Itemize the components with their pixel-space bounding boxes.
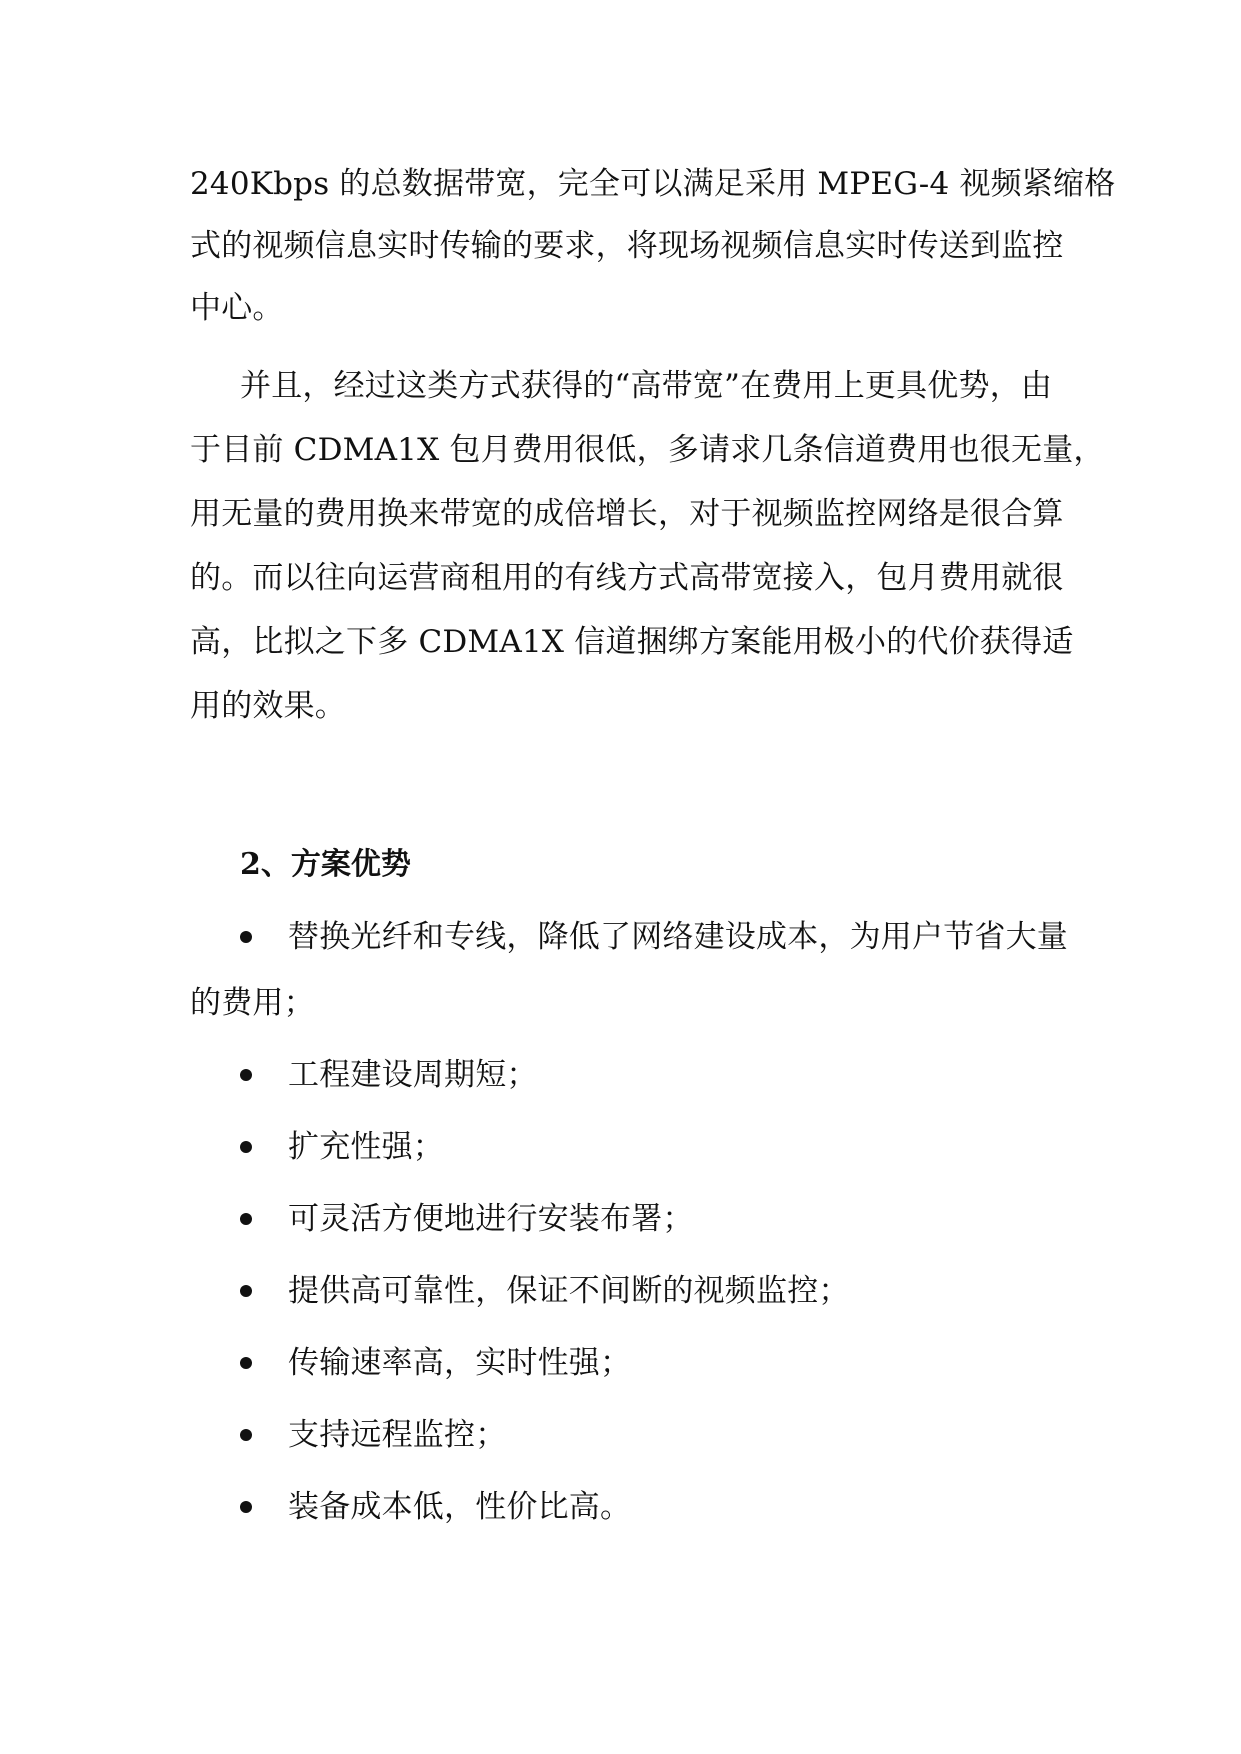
- bullet-icon: [240, 931, 252, 943]
- advantage-item-7: 支持远程监控；: [288, 1417, 507, 1453]
- bullet-icon: [240, 1501, 252, 1513]
- advantage-item-5: 提供高可靠性，保证不间断的视频监控；: [288, 1273, 850, 1309]
- bullet-icon: [240, 1429, 252, 1441]
- bullet-icon: [240, 1069, 252, 1081]
- paragraph-2-line-4: 的。而以往向运营商租用的有线方式高带宽接入，包月费用就很: [190, 560, 1064, 596]
- bullet-icon: [240, 1213, 252, 1225]
- bullet-icon: [240, 1357, 252, 1369]
- advantage-item-4: 可灵活方便地进行安装布署；: [288, 1201, 694, 1237]
- paragraph-2-line-1: 并且，经过这类方式获得的“高带宽”在费用上更具优势，由: [240, 368, 1053, 404]
- advantage-item-1-continued: 的费用；: [190, 985, 315, 1021]
- advantage-item-1: 替换光纤和专线，降低了网络建设成本，为用户节省大量: [288, 919, 1068, 955]
- advantage-item-3: 扩充性强；: [288, 1129, 444, 1165]
- advantage-item-8: 装备成本低，性价比高。: [288, 1489, 632, 1525]
- paragraph-2-line-5: 高，比拟之下多 CDMA1X 信道捆绑方案能用极小的代价获得适: [190, 624, 1074, 660]
- paragraph-1-line-3: 中心。: [190, 290, 284, 326]
- bullet-icon: [240, 1285, 252, 1297]
- section-heading: 2、方案优势: [240, 847, 411, 882]
- paragraph-2-line-6: 用的效果。: [190, 688, 346, 724]
- advantage-item-2: 工程建设周期短；: [288, 1057, 538, 1093]
- bullet-icon: [240, 1141, 252, 1153]
- paragraph-2-line-3: 用无量的费用换来带宽的成倍增长，对于视频监控网络是很合算: [190, 496, 1064, 532]
- advantage-item-6: 传输速率高，实时性强；: [288, 1345, 632, 1381]
- paragraph-1-line-2: 式的视频信息实时传输的要求，将现场视频信息实时传送到监控: [190, 228, 1064, 264]
- paragraph-2-line-2: 于目前 CDMA1X 包月费用很低，多请求几条信道费用也很无量，: [190, 432, 1105, 468]
- paragraph-1-line-1: 240Kbps 的总数据带宽，完全可以满足采用 MPEG-4 视频紧缩格: [190, 166, 1116, 202]
